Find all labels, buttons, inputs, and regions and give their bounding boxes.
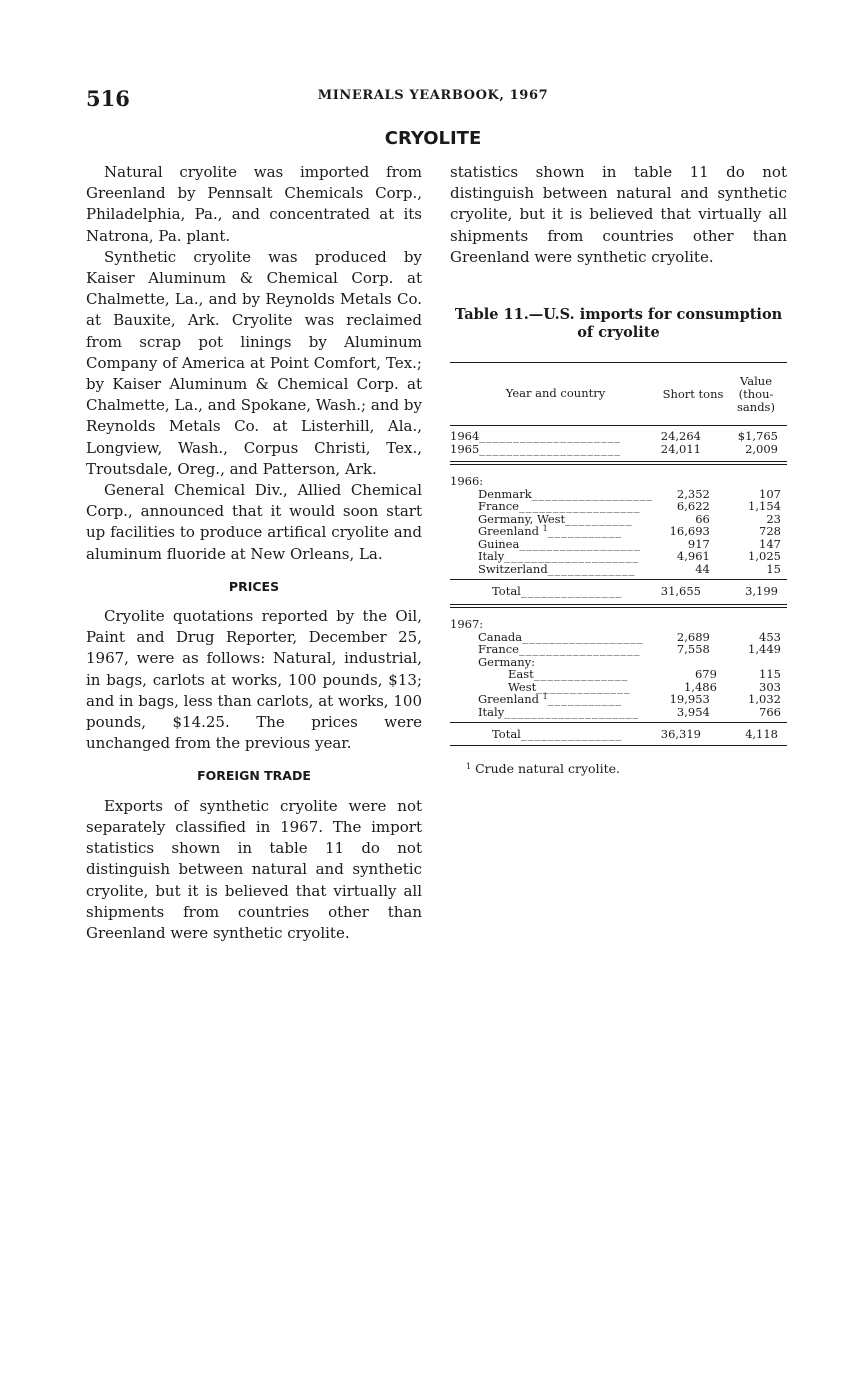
table-row: France__________________ 6,622 1,154: [478, 499, 781, 514]
header-value: Value (thou-sands): [737, 373, 775, 414]
foreign-trade-heading: FOREIGN TRADE: [197, 768, 311, 784]
table-row: Greenland $^1$___________ 16,693 728: [478, 524, 781, 539]
year-1966-block: [450, 465, 787, 579]
annual-block: [450, 426, 787, 459]
total-row-1967: Total_______________ 36,319 4,118: [492, 727, 778, 742]
paragraph-general-chemical: General Chemical Div., Allied Chemical Corp., announced that it would soon start up facilities to produce artifical cryolite and aluminum fluoride at New Orleans, La.: [86, 481, 422, 563]
year-1967-block: [450, 608, 787, 722]
page-number: 516: [86, 86, 130, 111]
footnote-ref: 1: [542, 692, 548, 702]
header-tons: Short tons: [662, 386, 724, 401]
table-caption: Table 11.—U.S. imports for consumption of cryolite: [454, 306, 783, 342]
total-row-1966: Total_______________ 31,655 3,199: [492, 584, 778, 599]
table-row: Canada__________________ 2,689 453: [478, 629, 781, 644]
prices-heading: PRICES: [228, 578, 280, 594]
table-row: Italy____________________ 3,954 766: [478, 704, 781, 719]
paragraph-foreign-trade-continued: statistics shown in table 11 do not distinguish between natural and synthetic cryolite, but it is believed that virtually all shipments from countries other than Greenland were synthetic cryolite.: [450, 163, 787, 266]
running-head: MINERALS YEARBOOK, 1967: [317, 88, 549, 103]
table-row: Switzerland_____________ 44 15: [478, 561, 781, 576]
footnote-ref: 1: [542, 524, 548, 534]
right-column: [450, 162, 787, 779]
article-title: CRYOLITE: [384, 128, 482, 149]
table-row: East______________ 679 115: [508, 667, 781, 682]
table-footnote: [450, 758, 787, 779]
paragraph-natural-cryolite: Natural cryolite was imported from Greenland by Pennsalt Chemicals Corp., Philadelphia, Pa., and concentrated at its Natrona, Pa. plant.: [86, 163, 422, 245]
table-row: Italy____________________ 4,961 1,025: [478, 549, 781, 564]
year-label-1966: 1966:: [450, 474, 484, 489]
table-row: 1965_____________________ 24,011 2,009: [450, 441, 778, 456]
table-header-row: [450, 363, 787, 425]
table-row: West______________ 1,486 303: [508, 679, 781, 694]
footnote-text: Crude natural cryolite.: [475, 761, 620, 777]
table-row: Germany:: [478, 654, 536, 669]
paragraph-foreign-trade: Exports of synthetic cryolite were not separately classified in 1967. The import statistics shown in table 11 do not distinguish between natural and synthetic cryolite, but it is believed that virtually all shipments from countries other than Greenland were synthetic cryolite.: [86, 796, 422, 942]
left-column: [86, 162, 422, 942]
table-row: Guinea__________________ 917 147: [478, 536, 781, 551]
table-row: 1964_____________________ 24,264 $1,765: [450, 429, 778, 444]
paragraph-synthetic-cryolite: Synthetic cryolite was produced by Kaiser Aluminum & Chemical Corp. at Chalmette, La., and by Reynolds Metals Co. at Bauxite, Ark. Cryolite was reclaimed from scrap pot linings by Aluminum Company of America at Point Comfort, Tex.; by Kaiser Aluminum & Chemical Corp. at Chalmette, La., and Spokane, Wash.; and by Reynolds Metals Co. at Listerhill, Ala., Longview, Wash., Corpus Christi, Tex., Troutsdale, Oreg., and Patterson, Ark.: [86, 247, 422, 478]
table-row: Denmark__________________ 2,352 107: [478, 486, 781, 501]
table-row: Germany, West__________ 66 23: [478, 511, 781, 526]
footnote-marker: 1: [466, 762, 472, 772]
table-row: France__________________ 7,558 1,449: [478, 642, 781, 657]
paragraph-prices: Cryolite quotations reported by the Oil, Paint and Drug Reporter, December 25, 1967, were as follows: Natural, industrial, in bags, carlots at works, 100 pounds, $13; and in bags, less than carlots, at works, 100 pounds, $14.25. The prices were unchanged from the previous year.: [86, 607, 422, 753]
header-country: Year and country: [505, 386, 606, 401]
table-row: Greenland $^1$___________ 19,953 1,032: [478, 692, 781, 707]
imports-table: [450, 362, 787, 779]
year-label-1967: 1967:: [450, 617, 484, 632]
